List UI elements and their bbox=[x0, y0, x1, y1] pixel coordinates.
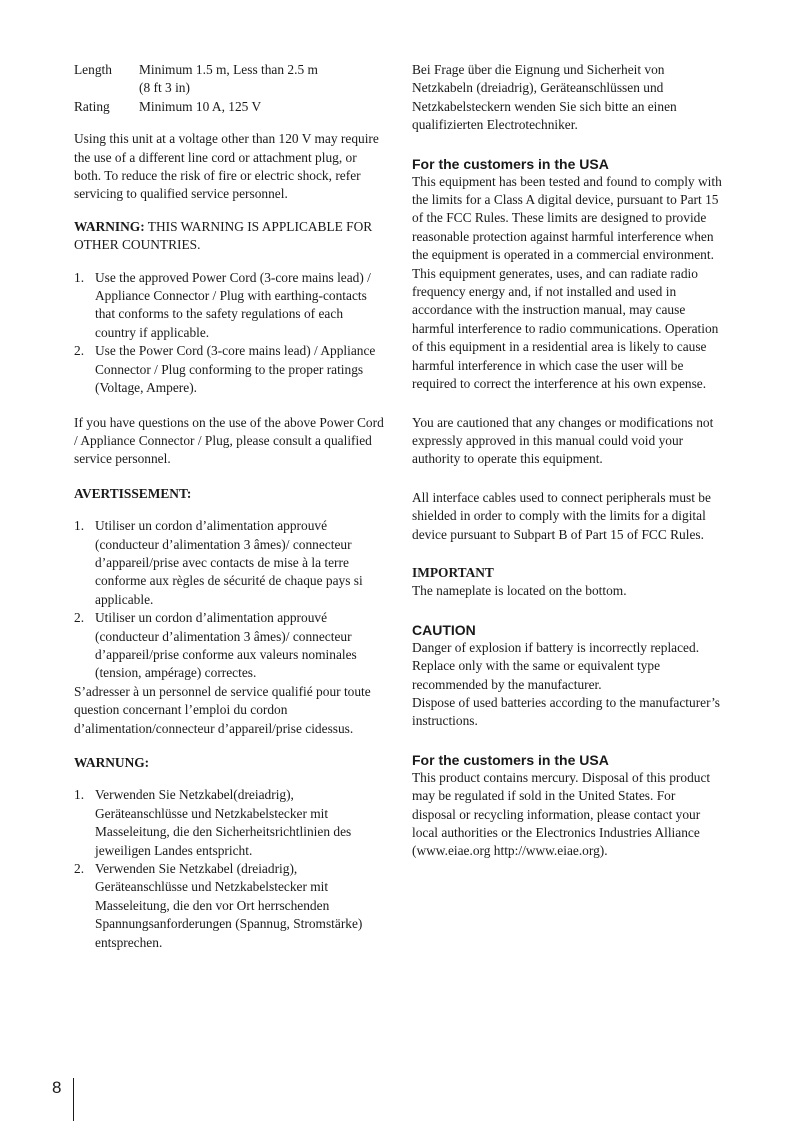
spec-rating-label: Rating bbox=[74, 98, 110, 114]
warning-text: THIS WARNING IS APPLICABLE FOR OTHER COUNTRIES. bbox=[74, 218, 373, 253]
list-item bbox=[74, 609, 384, 683]
spec-length-value-line2: (8 ft 3 in) bbox=[139, 80, 190, 96]
spec-length-value-line1: Minimum 1.5 m, Less than 2.5 m bbox=[139, 62, 318, 77]
list-item bbox=[74, 860, 384, 952]
questions-paragraph: If you have questions on the use of the above Power Cord / Appliance Connector / Plug, please consult a qualified service personnel. bbox=[74, 414, 384, 467]
spec-length-label: Length bbox=[74, 62, 112, 77]
list-item-text: Verwenden Sie Netzkabel (dreiadrig), Geräteanschlüsse und Netzkabelstecker mit Masseleitung, die den vor Ort herrschenden Spannungsanforderungen (Spannug, Stromstärke) entsprechen. bbox=[95, 861, 363, 950]
list-item-text: Utiliser un cordon d’alimentation approuvé (conducteur d’alimentation 3 âmes)/ connecteur d’appareil/prise conforme aux valeurs nominales (tension, ampérage) correctes. bbox=[95, 610, 357, 681]
avertissement-list bbox=[74, 517, 384, 683]
list-item-text: Verwenden Sie Netzkabel(dreiadrig), Geräteanschlüsse und Netzkabelstecker mit Masseleitung, die den Sicherheitsrichtlinien des jeweiligen Landes entspricht. bbox=[95, 787, 352, 858]
list-item-number: 1. bbox=[74, 518, 85, 534]
important-text: The nameplate is located on the bottom. bbox=[412, 583, 627, 599]
spec-rating-row bbox=[74, 98, 384, 116]
right-column bbox=[412, 61, 722, 861]
caution-line: Danger of explosion if battery is incorrectly replaced. bbox=[412, 639, 700, 655]
caution-line: Replace only with the same or equivalent type recommended by the manufacturer. bbox=[412, 658, 661, 692]
caution-line: Dispose of used batteries according to the manufacturer’s instructions. bbox=[412, 694, 721, 729]
list-item-number: 2. bbox=[74, 861, 85, 877]
spec-length-row bbox=[74, 61, 384, 98]
caution-heading: CAUTION bbox=[412, 621, 476, 638]
list-item-number: 1. bbox=[74, 787, 85, 803]
list-item bbox=[74, 269, 384, 343]
list-item bbox=[74, 517, 384, 609]
important-heading: IMPORTANT bbox=[412, 564, 494, 580]
voltage-note: Using this unit at a voltage other than 120 V may require the use of a different line cord or attachment plug, or both. To reduce the risk of fire or electric shock, refer servicing to qualified service personnel. bbox=[74, 131, 379, 202]
warning-paragraph bbox=[74, 218, 384, 255]
list-item bbox=[74, 786, 384, 860]
usa-heading-mercury: For the customers in the USA bbox=[412, 751, 609, 768]
list-item bbox=[74, 342, 384, 397]
list-item-text: Use the Power Cord (3-core mains lead) / Appliance Connector / Plug conforming to the proper ratings (Voltage, Ampere). bbox=[95, 343, 376, 396]
page-number-divider bbox=[73, 1078, 74, 1121]
cables-paragraph: All interface cables used to connect peripherals must be shielded in order to comply with the limits for a digital device pursuant to Subpart B of Part 15 of FCC Rules. bbox=[412, 489, 711, 542]
page-number: 8 bbox=[52, 1078, 62, 1097]
warnung-list bbox=[74, 786, 384, 952]
avertissement-note: S’adresser à un personnel de service qualifié pour toute question concernant l’emploi du cordon d’alimentation/connecteur d’appareil/prise cidessus. bbox=[74, 683, 371, 736]
mercury-paragraph: This product contains mercury. Disposal of this product may be regulated if sold in the United States. For disposal or recycling information, please contact your local authorities or the Electronics Industries Alliance (www.eiae.org http://www.eiae.org). bbox=[412, 769, 711, 859]
warnung-heading: WARNUNG: bbox=[74, 755, 150, 770]
list-item-text: Use the approved Power Cord (3-core mains lead) / Appliance Connector / Plug with earthing-contacts that conforms to the safety regulations of each country if applicable. bbox=[95, 269, 371, 340]
fcc-paragraph: This equipment has been tested and found to comply with the limits for a Class A digital device, pursuant to Part 15 of the FCC Rules. These limits are designed to provide reasonable protection against harmful interference when the equipment is operated in a commercial environment. This equipment generates, uses, and can radiate radio frequency energy and, if not installed and used in accordance with the instruction manual, may cause harmful interference to radio communications. Operation of this equipment in a residential area is likely to cause harmful interference in which case the user will be required to correct the interference at his own expense. bbox=[412, 173, 722, 392]
warning-label: WARNING: bbox=[74, 218, 145, 234]
cautioned-paragraph: You are cautioned that any changes or modifications not expressly approved in this manual could void your authority to operate this equipment. bbox=[412, 414, 714, 467]
list-item-number: 2. bbox=[74, 610, 85, 626]
warning-list bbox=[74, 269, 384, 398]
spec-length-value bbox=[139, 61, 384, 98]
avertissement-heading: AVERTISSEMENT: bbox=[74, 485, 192, 501]
german-note: Bei Frage über die Eignung und Sicherheit von Netzkabeln (dreiadrig), Geräteanschlüssen und Netzkabelsteckern wenden Sie sich bitte an einen qualifizierten Electrotechniker. bbox=[412, 62, 677, 133]
usa-heading-fcc: For the customers in the USA bbox=[412, 155, 609, 172]
left-column bbox=[74, 61, 384, 952]
list-item-number: 2. bbox=[74, 343, 85, 359]
spec-rating-value: Minimum 10 A, 125 V bbox=[139, 98, 262, 114]
list-item-text: Utiliser un cordon d’alimentation approuvé (conducteur d’alimentation 3 âmes)/ connecteur d’appareil/prise avec contacts de mise à la terre conforme aux règles de sécurité de chaque pays si applicable. bbox=[95, 518, 363, 607]
list-item-number: 1. bbox=[74, 269, 85, 285]
